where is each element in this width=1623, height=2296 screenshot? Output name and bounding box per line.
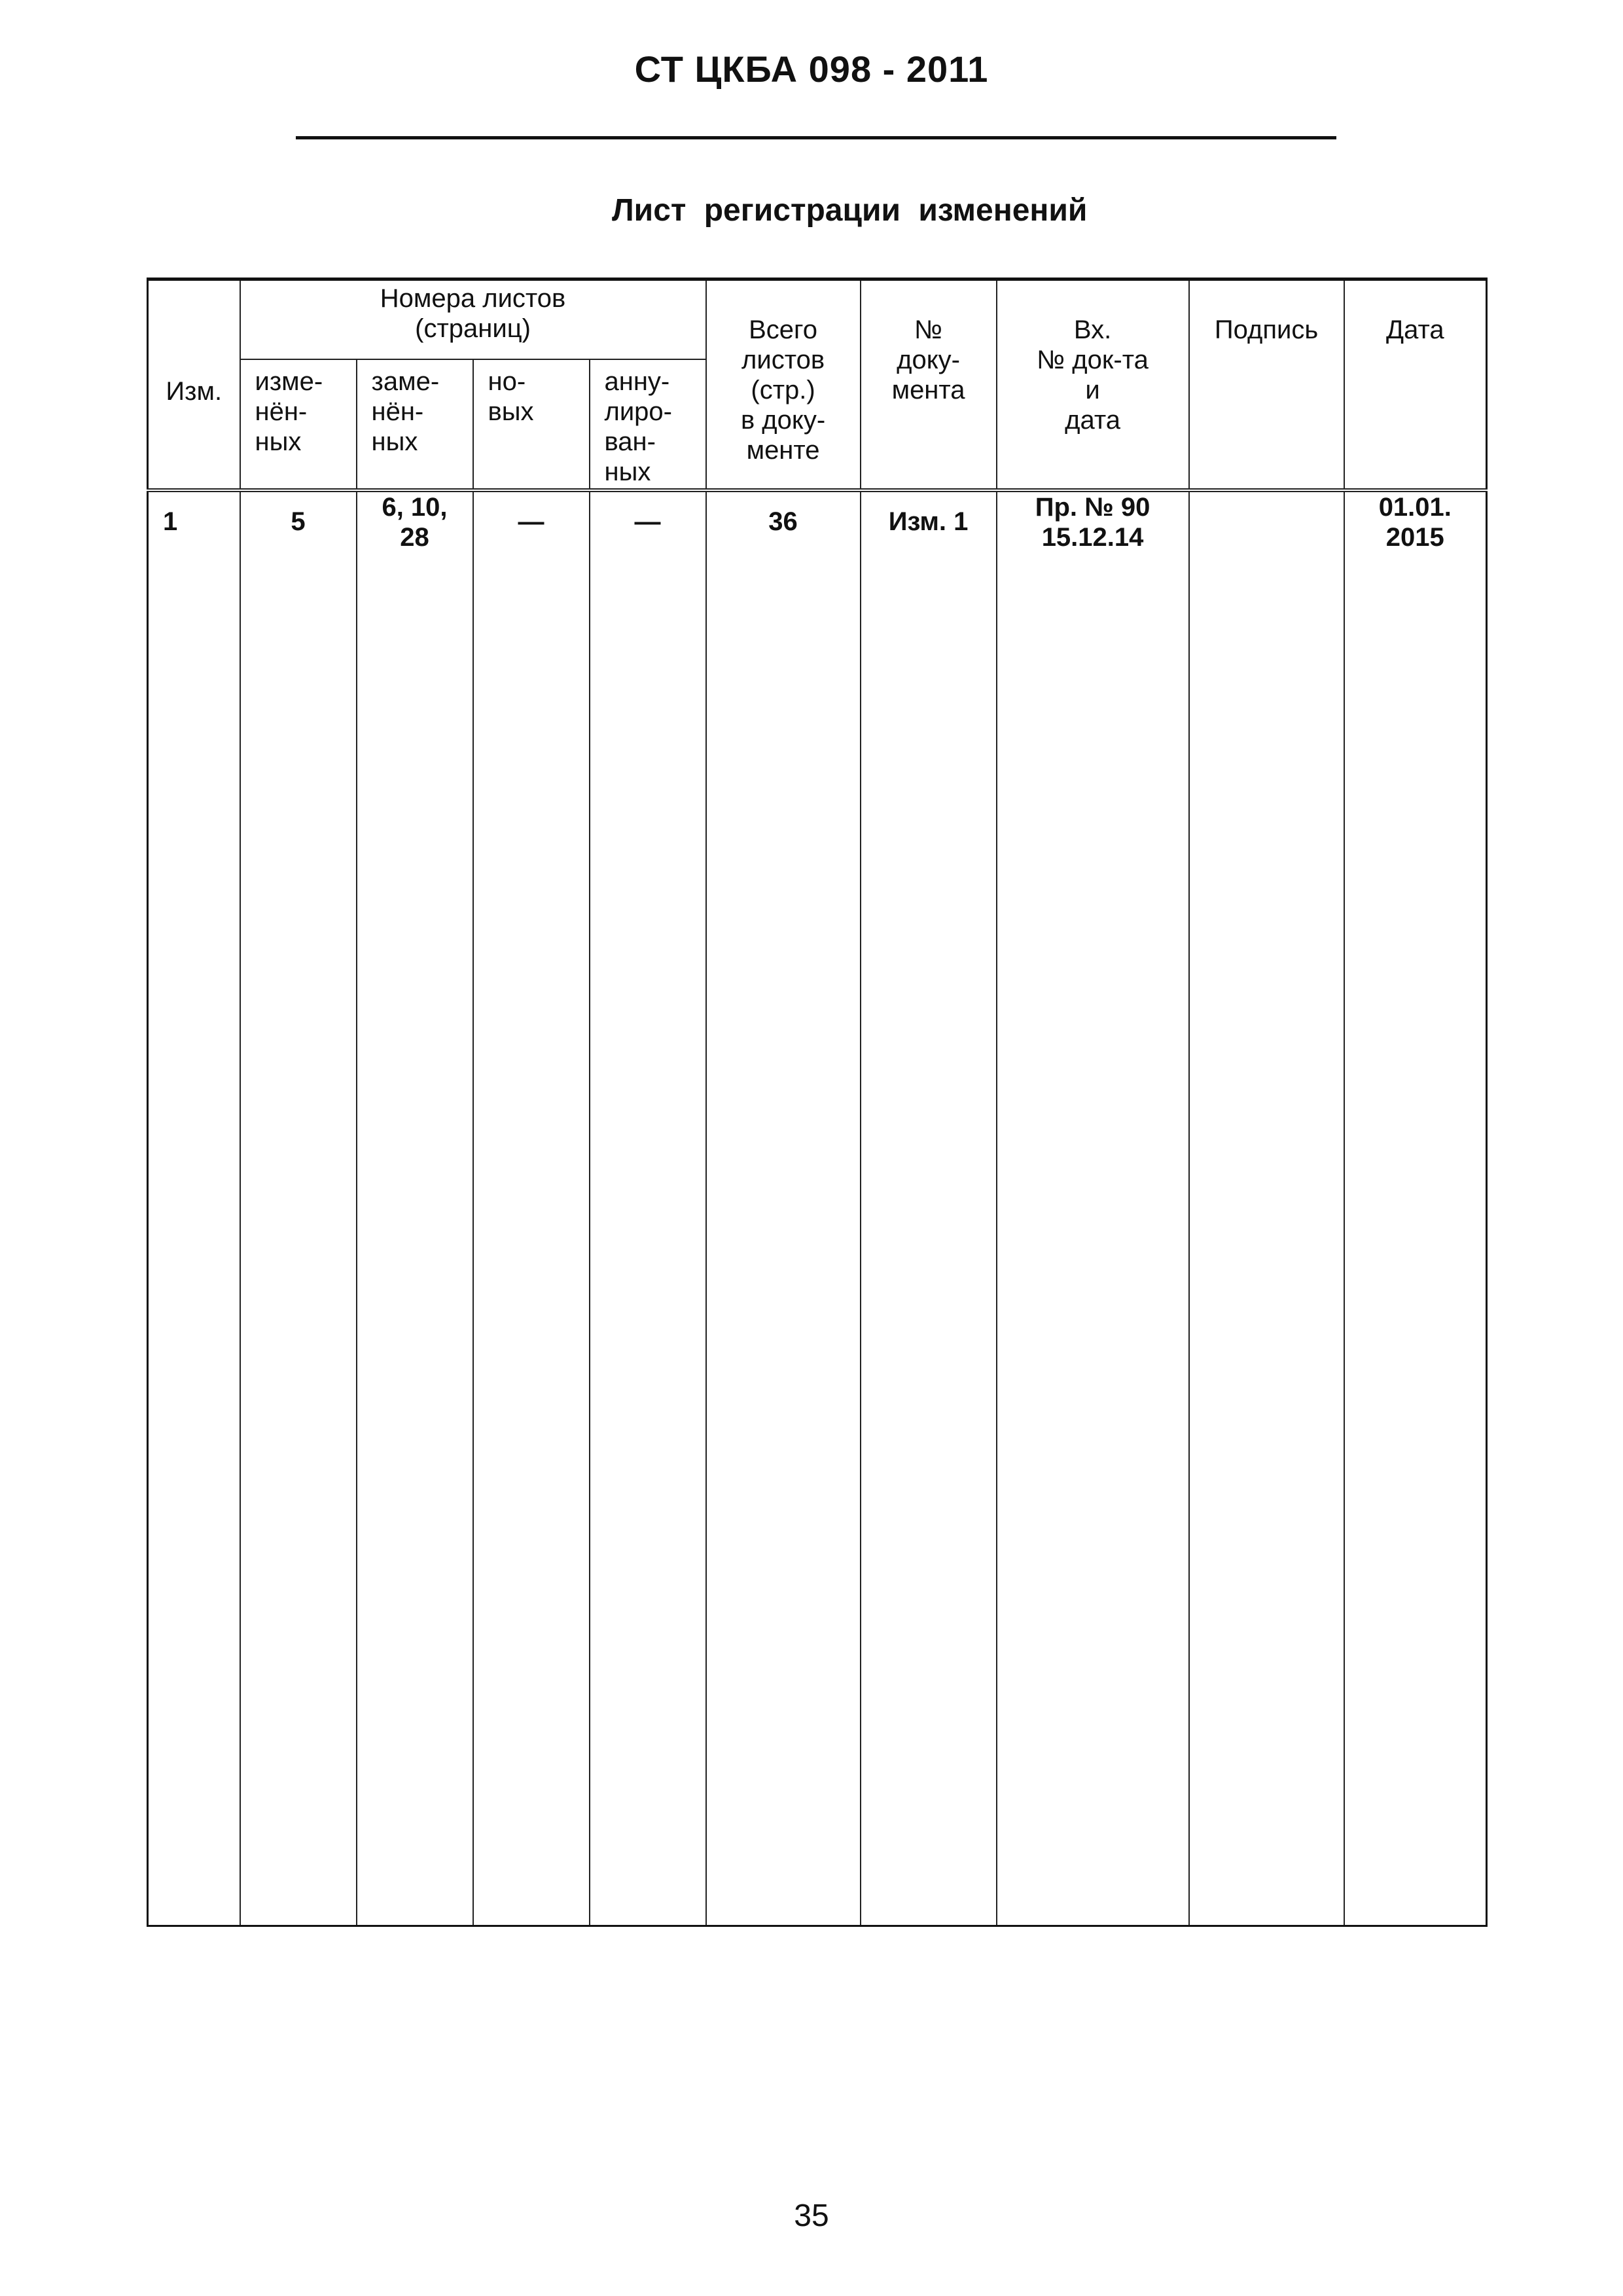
cell-total-sheets: 36 (706, 490, 861, 1926)
sheet-title: Лист регистрации изменений (612, 193, 1088, 228)
cell-new: — (473, 490, 590, 1926)
table-row (148, 490, 1487, 1926)
cell-date: 01.01. 2015 (1344, 490, 1487, 1926)
header-date: Дата (1344, 279, 1487, 490)
cell-signature (1189, 490, 1344, 1926)
cell-doc-number: Изм. 1 (861, 490, 997, 1926)
header-incoming-doc: Вх. № док-та и дата (997, 279, 1189, 490)
change-registration-table (147, 278, 1488, 1927)
header-rule (296, 136, 1336, 139)
header-changed: изме- нён- ных (240, 359, 357, 490)
cell-incoming-doc: Пр. № 90 15.12.14 (997, 490, 1189, 1926)
cell-changed: 5 (240, 490, 357, 1926)
header-total-sheets: Всего листов (стр.) в доку- менте (706, 279, 861, 490)
cell-annulled: — (590, 490, 706, 1926)
header-sheet-numbers: Номера листов (страниц) (240, 279, 706, 359)
cell-replaced: 6, 10, 28 (357, 490, 473, 1926)
header-new: но- вых (473, 359, 590, 490)
header-izm: Изм. (148, 279, 240, 490)
document-code: СТ ЦКБА 098 - 2011 (634, 48, 989, 90)
header-annulled: анну- лиро- ван- ных (590, 359, 706, 490)
header-signature: Подпись (1189, 279, 1344, 490)
page-number: 35 (794, 2198, 829, 2233)
header-doc-number: № доку- мента (861, 279, 997, 490)
cell-izm: 1 (148, 490, 240, 1926)
header-replaced: заме- нён- ных (357, 359, 473, 490)
